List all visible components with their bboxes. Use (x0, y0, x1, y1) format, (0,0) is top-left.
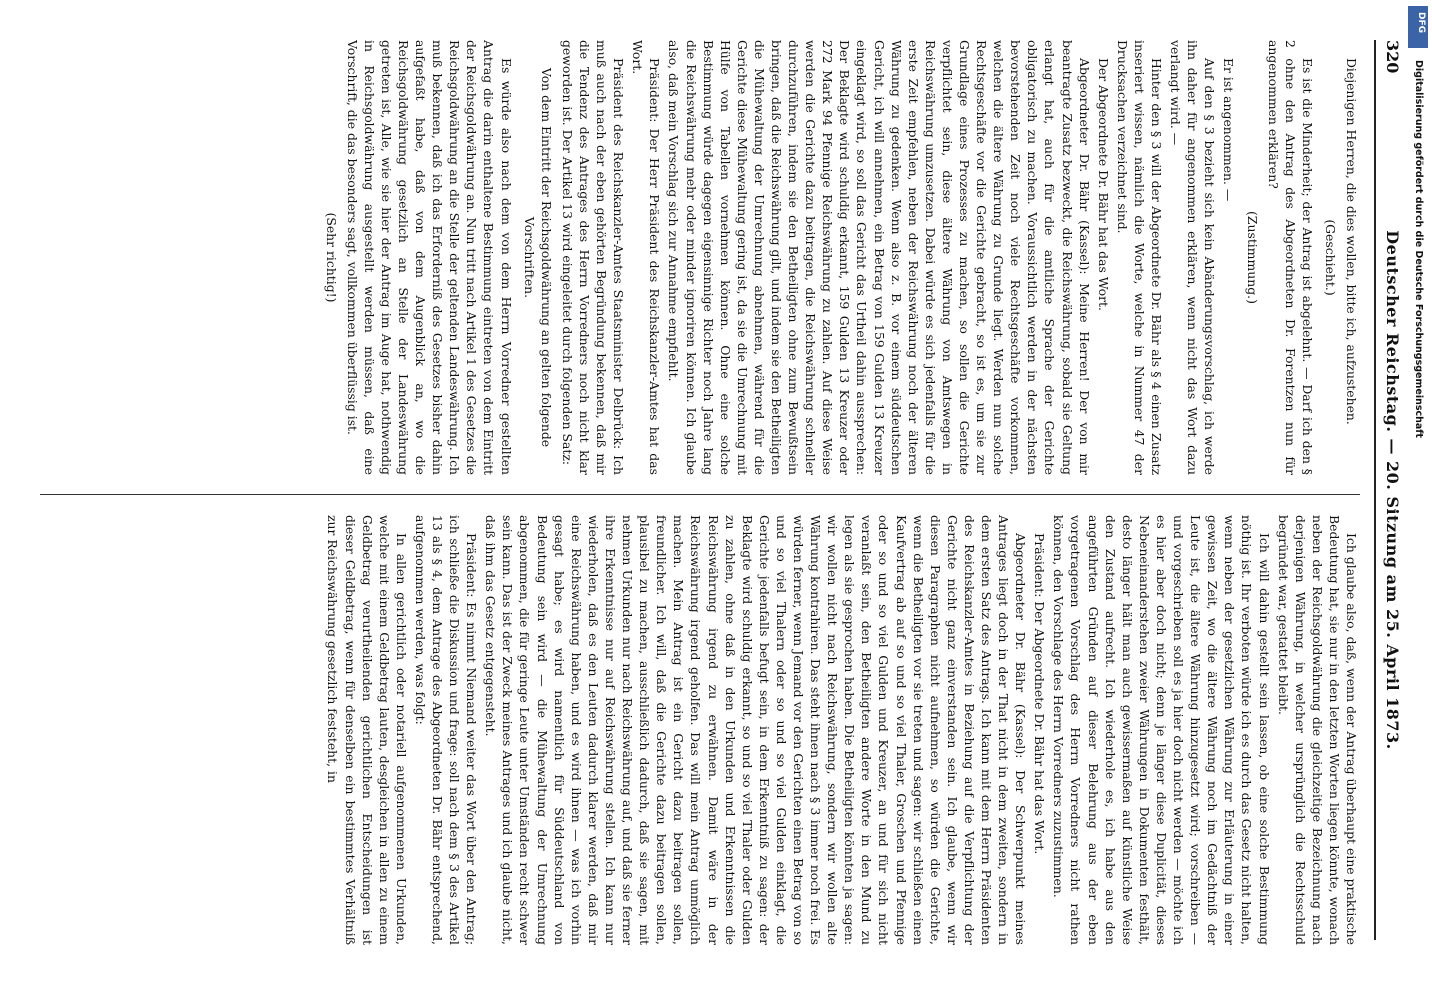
paragraph: Der Abgeordnete Dr. Bähr hat das Wort. (1095, 58, 1111, 311)
interjection: (Zustimmung.) (1244, 211, 1260, 304)
president-remark: Präsident: Der Herr Präsident des Reichskanzler-Amtes hat das Wort. (630, 40, 663, 475)
paragraph: Ich will dahin gestellt sein lassen, ob eine solche Bestimmung nöthig ist. Ihr verboten würde ich es durch das Gesetz nicht halten, wenn neben der gesetzlichen Währung zur Erläuterung in einer gewissen Zeit, wo die ältere Währung noch im Gedächtniß der Leute ist, die ältere Währung hinzugesetzt wird; vorschreiben — und vorgeschrieben soll es ja hier doch nicht werden — möchte ich es hier aber doch nicht; denn je länger diese Duplicität, dieses Nebeneinanderstehen zweier Währungen in Dokumenten festhält, desto länger hält man auch gewissermaßen auf künstliche Weise den Zustand aufrecht. Ich wiederhole es, ich habe aus den angeführten Gründen auf dieser Belehrung aus der eben vorgetragenen Vorschlag des Herrn Vorredners nicht rathen können, den Vorschlage des Herrn Vorredners zuzustimmen. (1051, 515, 1272, 945)
dfg-label: DFG (1416, 12, 1426, 34)
paragraph: Auf den § 3 bezieht sich kein Abänderungsvorschlag, ich werde ihn daher für angenommen erklären, wenn nicht das Wort dazu verlangt wird. — (1168, 40, 1218, 475)
quoted-motion: In allen gerichtlich oder notariell aufgenommenen Urkunden, welche mit einem Geldbetrag lauten, desgleichen in allen zu einem Geldbetrag verurtheilenden gerichtlichen Entscheidungen ist dieser Geldbetrag, wenn für denselben ein bestimmtes Verhältniß zur Reichswährung gesetzlich feststeht, in (325, 515, 409, 945)
credit-text: Digitalisierung gefördert durch die Deutsche Forschungsgemeinschaft (1413, 60, 1424, 438)
paragraph: Hinter den § 3 will der Abgeordnete Dr. Bähr als § 4 einen Zusatz inseriert wissen, nämlich die Worte, welche in Nummer 47 der Drucksachen verzeichnet sind. (1114, 40, 1165, 475)
left-column (40, 40, 1360, 475)
page-header (1374, 40, 1404, 940)
quoted-rule: Von dem Eintritt der Reichsgoldwährung an gelten folgende Vorschriften. (521, 67, 554, 448)
speech-baehr: Abgeordneter Dr. Bähr (Kassel): Meine Herren! Der von mir beantragte Zusatz bezweckt, die Reichswährung, sobald sie Geltung erlangt hat, auch für die amtliche Sprache der Gerichte obligatorisch zu machen. Voraussichtlich werden in der nächsten bevorstehenden Zeit noch viele Rechtsgeschäfte vorkommen, welchen die ältere Währung zu Grunde liegt. Werden nun solche Rechtsgeschäfte vor die Gerichte gebracht, so ist es, um sie zur Grundlage eines Prozesses zu machen, so sollen die Gerichte verpflichtet sein, diese ältere Währung von Amtswegen in Reichswährung umzusetzen. Dabei würde es sich jedenfalls für die erste Zeit empfehlen, neben der Reichswährung noch der älteren Währung zu gedenken. Wenn also z. B. vor einem süddeutschen Gericht, ich will annehmen, ein Betrag von 159 Gulden 13 Kreuzer eingeklagt wird, so soll das Gericht das Urtheil dahin aussprechen: Der Beklagte wird schuldig erkannt, 159 Gulden 13 Kreuzer oder 272 Mark 94 Pfennige Reichswährung zu zahlen. Auf diese Weise werden die Gerichte dazu beitragen, die Reichswährung schneller durchzuführen, indem sie den Betheiligten ohne zum Bewußtsein bringen, daß die Reichswährung gilt, und indem sie den Betheiligten die Mühewaltung der Umrechnung abnehmen, während für die Gerichte diese Mühewaltung gering ist, da sie die Umrechnung mit Hülfe von Tabellen vornehmen können. Ohne eine solche Bestimmung würde dagegen eigensinnige Richter noch Jahre lang die Reichswährung mehr oder minder ignoriren können. Ich glaube also, daß mein Vorschlag sich zur Annahme empfiehlt. (666, 40, 1092, 475)
interjection: (Sehr richtig!) (323, 212, 339, 303)
right-column (40, 515, 1360, 945)
interjection: (Geschieht.) (1322, 219, 1338, 296)
dfg-logo (1408, 6, 1428, 48)
paragraph: Ich glaube also, daß, wenn der Antrag überhaupt eine praktische Bedeutung hat, sie nur in den letzten Worten liegen könnte, wonach neben der Reichsgoldwährung die gleichzeitige Bezeichnung nach derjenigen Währung, in welcher ursprünglich die Rechtsschuld begründet war, gestattet bleibt. (1275, 515, 1359, 945)
paragraph: Es ist die Minderheit; der Antrag ist abgelehnt. — Darf ich den § 2 ohne den Antrag des Abgeordneten Dr. Forentzen nun für angenommen erklären? (1265, 40, 1315, 475)
running-title: Deutscher Reichstag. — 20. Sitzung am 25. April 1873. (1383, 230, 1402, 750)
speech-delbrueck: Präsident des Reichskanzler-Amtes Staatsminister Delbrück: Ich muß auch nach der eben gehörten Begründung bekennen, daß mir die Tendenz des Antrages des Herrn Vorredners noch nicht klar geworden ist. Der Artikel 13 wird eingeleitet durch folgenden Satz: (559, 40, 627, 475)
president-remark: Präsident: Der Abgeordnete Dr. Bähr hat das Wort. (1032, 533, 1048, 855)
paragraph: Diejenigen Herren, die dies wollen, bitte ich, aufzustehen. (1344, 58, 1359, 425)
page-number: 320 (1383, 40, 1402, 74)
president-remark: Präsident: Es nimmt Niemand weiter das Wort über den Antrag; ich schließe die Diskussion und frage: soll nach dem § 3 des Artikel 13 als § 4, dem Antrage des Abgeordneten Dr. Bähr entsprechend, aufgenommen werden, was folgt: (412, 515, 480, 945)
paragraph: Es würde also nach dem von dem Herrn Vorredner gestellten Antrag die darin enthaltene Bestimmung eintreten von dem Eintritt der Reichsgoldwährung an. Nun tritt nach Artikel 1 des Gesetzes die Reichsgoldwährung an die Stelle der geltenden Landeswährung. Ich muß bekennen, daß ich das Erforderniß des Gesetzes bisher dahin aufgefaßt habe, daß von dem Augenblick an, wo die Reichsgoldwährung gesetzlich an Stelle der Landeswährung getreten ist, Alle, wie sie hier der Antrag im Auge hat, nothwendig in Reichsgoldwährung ausgestellt werden müssen, daß eine Vorschrift, die das besonders sagt, vollkommen überflüssig ist. (344, 40, 514, 475)
speech-baehr: Abgeordneter Dr. Bähr (Kassel): Der Schwerpunkt meines Antrages liegt doch in der That nicht in dem zweiten, sondern in dem ersten Satz des Antrags. Ich kann mit dem Herrn Präsidenten des Reichskanzler-Amtes in Beziehung auf die Verpflichtung der Gerichte nicht ganz einverstanden sein. Ich glaube, wenn wir diesen Paragraphen nicht aufnehmen, so würden die Gerichte, wenn die Betheiligten vor sie treten und sagen: wir schließen einen Kaufvertrag ab auf so und so viel Thaler, Groschen und Pfennige oder so und so viel Gulden und Kreuzer, an und für sich nicht veranlaßt sein, den Betheiligten andere Worte in den Mund zu legen als sie gesprochen haben. Die Betheiligten könnten ja sagen: wir wollen nicht nach Reichswährung, sondern wir wollen alte Währung kontrahiren. Das steht ihnen nach § 3 immer noch frei. Es würden ferner, wenn Jemand vor den Gerichten einen Betrag von so und so viel Thalern oder so und so viel Gulden einklagt, die Gerichte jedenfalls befugt sein, in dem Erkenntniß zu sagen: der Beklagte wird schuldig erkannt, so und so viel Thaler oder Gulden zu zahlen, ohne daß in den Urkunden und Erkenntnissen die Reichswährung irgend zu erwähnen. Damit wäre in der Reichswährung irgend geholfen. Das will mein Antrag unmöglich machen. Mein Antrag ist ein Gericht dazu beitragen sollen, freundlicher. Ich will, daß die Gerichte dazu beitragen sollen, plausibel zu machen, ausschließlich dadurch, daß sie sagen, mit nehmen Urkunden nur nach Reichswährung auf, und daß sie ferner ihre Erkenntnisse nur auf Reichswährung stellen. Ich kann nur wiederholen, daß es den Leuten dadurch klarer werden, daß mir eine Reichswährung haben, und es wird ihnen — was ich vorhin gesagt habe; es wird namentlich für Süddeutschland von Bedeutung sein wird — die Mühewaltung der Umrechnung abgenommen, die für geringe Leute unter Umständen recht schwer sein kann. Das ist der Zweck meines Antrages und ich glaube nicht, daß ihm das Gesetz entgegensteht. (483, 515, 1029, 945)
digitization-credit (1410, 60, 1424, 740)
column-divider (40, 494, 1360, 495)
paragraph: Er ist angenommen. — (1221, 58, 1237, 202)
